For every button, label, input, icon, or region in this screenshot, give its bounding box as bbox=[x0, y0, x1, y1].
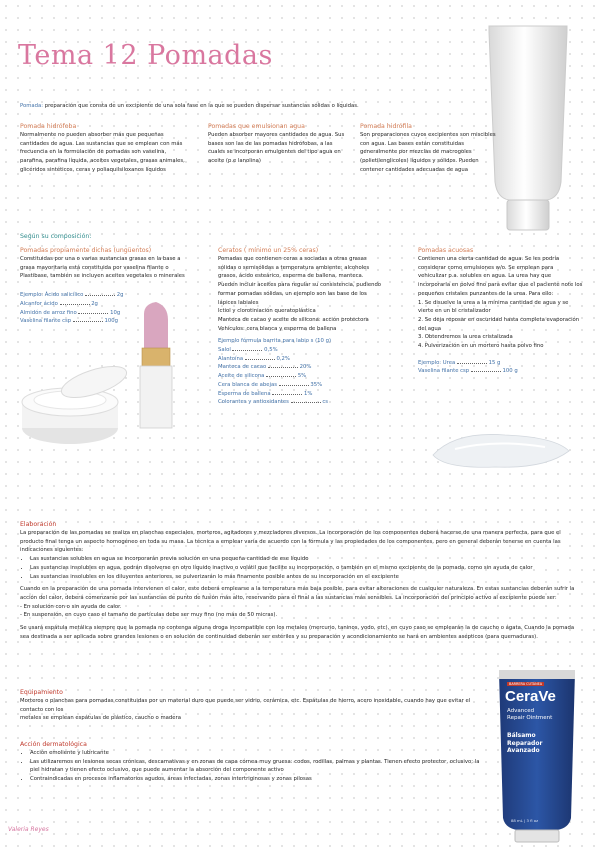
example-line: Alantoína 0,2% bbox=[218, 355, 290, 362]
step: 3. Obtendremos la urea cristalizada bbox=[418, 334, 513, 341]
elaboration-bullets bbox=[20, 555, 582, 581]
example-list bbox=[218, 346, 383, 407]
composition-line: Manteca de cacao y aceite de silicona: acción protectora bbox=[218, 316, 369, 323]
cerave-name-line: Reparador bbox=[507, 739, 543, 747]
example-line: Esperma de ballena 1% bbox=[218, 390, 313, 397]
action-bullets bbox=[20, 749, 490, 784]
type-title: Pomadas que emulsionan agua bbox=[208, 123, 305, 130]
example-title: Ejemplo fórmula barrita para labio s (10 g) bbox=[218, 338, 332, 345]
example-line: Vaselina filante csp 100 g bbox=[418, 368, 518, 375]
type-hydrophilic bbox=[360, 122, 500, 175]
type-text: Pueden absorber mayores cantidades de agua. Sus bases son las de las pomadas hidrófobas, a las cuales se incorporan emulgentes del tipo agua en aceite (p.e lanolina) bbox=[208, 132, 345, 165]
cerave-name-line: Repair Ointment bbox=[507, 715, 553, 721]
list-item: • Acción emoliente y lubricante bbox=[30, 749, 490, 758]
type-text: Son preparaciones cuyos excipientes son miscibles con agua. Las bases están constituidas generalmente por mezclas de macrogoles (polietilenglicoles) líquidos y sólidos. Pueden contener cantidades adecuadas de agua bbox=[360, 132, 496, 173]
composition-text: Pomadas que contienen ceras a sociadas a otras grasas sólidas o semisólidas a temperatura ambiente: alcoholes grasos, ácido esteárico, esperma de ballena, manteca. Pueden incluir aceites para regular su consistencia, pudiendo formar pomadas sólidas, un ejemplo son las base de los lápices labiales bbox=[218, 256, 382, 306]
action-section bbox=[20, 740, 490, 784]
example-list bbox=[418, 359, 583, 376]
composition-ceratos bbox=[218, 246, 383, 407]
example-line: Ejemplo: Urea 15 g bbox=[418, 359, 501, 366]
example-line: Almidón de arroz fino 10g bbox=[20, 309, 121, 316]
step: 1. Se disuelve la urea a la mínima cantidad de agua y se vierte en un bl cristalizador bbox=[418, 299, 569, 315]
example-line: Ejemplo: Ácido salicílico 2g bbox=[20, 292, 124, 299]
composition-title: Pomadas propiamente dichas (ungüentos) bbox=[20, 247, 152, 254]
equipment-heading: Equipamiento bbox=[20, 689, 63, 696]
composition-title: Pomadas acuosas bbox=[418, 247, 474, 254]
example-line: Salol 0,5% bbox=[218, 347, 278, 354]
type-text: Normalmente no pueden absorber más que pequeñas cantidades de agua. Las sustancias que se emplean con más frecuencia en la formulación de pomadas son vaselina, parafina, parafina líquida, aceites vegetales, grasas animales, glicéridos sintéticos, ceras y poliaquilsiloxanos líquidos bbox=[20, 132, 185, 173]
type-title: Pomada hidrófoba bbox=[20, 123, 77, 130]
cerave-brand: CeraVe bbox=[505, 688, 556, 705]
step: 2. Se deja reposar en oscuridad hasta completa evaporación del agua bbox=[418, 316, 580, 332]
composition-text: Constituidas por una o varias sustancias grasas en la base a grasa mayoritaria está constituida por vaselina filante o Plastibase, también se incluyen aceites vegetales o minerales bbox=[20, 256, 185, 280]
cerave-size: 88 mL | 3 fl oz bbox=[511, 818, 539, 823]
type-title: Pomada hidrófila bbox=[360, 123, 412, 130]
list-item: • Las sustancias insolubles en los diluyentes anteriores, se pulverizarán lo más finamente posible antes de su incorporación en el excipiente bbox=[30, 573, 582, 582]
example-line: Colorantes y antioxidantes cs bbox=[218, 399, 328, 406]
composition-line: Vehículos: cera blanca y esperma de ballena bbox=[218, 325, 337, 332]
example-line: Cera blanca de abejas 35% bbox=[218, 381, 323, 388]
cerave-name-es bbox=[507, 732, 542, 755]
definition-text: preparación que consta de un excipiente de una sola fase en la que se pueden dispersar sustancias sólidas o líquidas. bbox=[43, 103, 359, 109]
equipment-line: metales se emplean espátulas de plástico, caucho o madera bbox=[20, 715, 181, 722]
list-item: • Las sustancias solubles en agua se incorporarán previa solución en una pequeña cantidad de ese líquido bbox=[30, 555, 582, 564]
example-line: Vaselina filante csp 100g bbox=[20, 318, 119, 325]
equipment-section bbox=[20, 688, 480, 723]
lipstick-image bbox=[135, 300, 177, 430]
example-line: Alcanfor ácido 2g bbox=[20, 300, 98, 307]
author-name: Valeria Reyes bbox=[8, 826, 49, 833]
cerave-product-image bbox=[497, 668, 577, 843]
list-item: • Contraindicadas en procesos inflamatorios agudos, áreas infectadas, zonas intertriginosas y zonas pilosas bbox=[30, 775, 490, 784]
cerave-name-en bbox=[507, 708, 552, 722]
definition-label: Pomada: bbox=[20, 103, 44, 109]
cerave-name-line: Advanced bbox=[507, 708, 535, 714]
elaboration-intro: La preparación de las pomadas se realiza en planchas especiales, morteros, agitadores y mezcladores diversos. La incorporación de los componentes deberá hacerse de una manera perfecta, para que el producto final tenga un aspecto homogéneo en toda su masa. La técnica a emplear varía de acuerdo con la fórmula y las propiedades de los componentes, pero en general deberán tenerse en cuenta las indicaciones siguientes: bbox=[20, 530, 561, 554]
elaboration-heading: Elaboración bbox=[20, 521, 57, 528]
cerave-name-line: Avanzado bbox=[507, 747, 540, 754]
list-item: - En solución con o sin ayuda de calor. bbox=[20, 603, 122, 610]
elaboration-paragraph: Cuando en la preparación de una pomada intervienen el calor, este deberá emplearse a la temperatura más baja posible, para evitar alteraciones de cualquier naturaleza. En estas sustancias deberán sufrir la acción del calor, deberá comenzarse por las sustancias de punto de fusión más alto, reservando para el final a las sustancias más sensibles. La incorporación del principio activo al excipiente puede ser: bbox=[20, 586, 575, 601]
type-hydrophobic bbox=[20, 122, 190, 175]
example-line: Manteca de cacao 20% bbox=[218, 364, 312, 371]
composition-text: Contienen una cierta cantidad de agua. Se les podría considerar como emulsiones w/o. Se emplean para vehiculizar p.a. solubles en agua. La urea hay que incorporarla en polvo fino para evitar que el paciente note los pequeños cristales punzantes de la urea. Para ello: bbox=[418, 256, 583, 297]
composition-heading: Según su composición: bbox=[20, 233, 92, 240]
type-emulsifying bbox=[208, 122, 348, 166]
list-item: • Las utilizaremos en lesiones secas crónicas, descamativas y en zonas de capa córnea muy gruesa: codos, rodillas, palmas y plantas. Tienen efecto protector, oclusivo; la piel hidratan y tienen efecto oclusivo, que puede aumentar la absorción del componente activo bbox=[30, 758, 490, 775]
gel-smear-image bbox=[425, 425, 575, 473]
cerave-badge: BARRERA CUTÁNEA bbox=[509, 682, 543, 686]
cream-jar-image bbox=[10, 362, 135, 452]
composition-line: Ictiol y clorotiniación queratoplástica bbox=[218, 308, 316, 315]
cerave-name-line: Bálsamo bbox=[507, 732, 536, 739]
action-heading: Acción dermatológica bbox=[20, 741, 87, 748]
composition-title: Ceratos ( mínimo un 25% ceras) bbox=[218, 247, 319, 254]
equipment-line: Morteros o planchas para pomadas constituidas por un material duro que puede ser vidrio, cerámica, etc. Espátulas de hierro, acero inoxidable, cuando hay que evitar el contacto con los bbox=[20, 698, 471, 713]
elaboration-section bbox=[20, 520, 582, 641]
definition bbox=[20, 102, 460, 111]
page-title: Tema 12 Pomadas bbox=[18, 40, 273, 71]
elaboration-paragraph: Se usará espátula metálica siempre que la pomada no contenga alguna droga incompatible con los metales (mercurio, taninos, yodo, etc), en cuyo caso se emplearán la de caucho o ágata. Cuando la pomada sea destinada a ser aplicada sobre grandes lesiones o en solución de continuidad deberán ser estériles y su preparación y acondicionamiento se hará en ambientes asépticos (para quemaduras). bbox=[20, 625, 575, 640]
list-item: - En suspensión, en cuyo caso el tamaño de partículas debe ser muy fino (no más de 50 micras). bbox=[20, 612, 278, 619]
step: 4. Pulverización en un mortero hasta polvo fino bbox=[418, 343, 544, 350]
composition-acuosas bbox=[418, 246, 583, 376]
example-line: Aceite de silicona 5% bbox=[218, 373, 307, 380]
list-item: • Las sustancias insolubles en agua, podrán disolverse en otro líquido inactivo o volátil que facilite su incorporación, o también en el mismo excipiente de la pomada, como sin ayuda de calor bbox=[30, 564, 582, 573]
